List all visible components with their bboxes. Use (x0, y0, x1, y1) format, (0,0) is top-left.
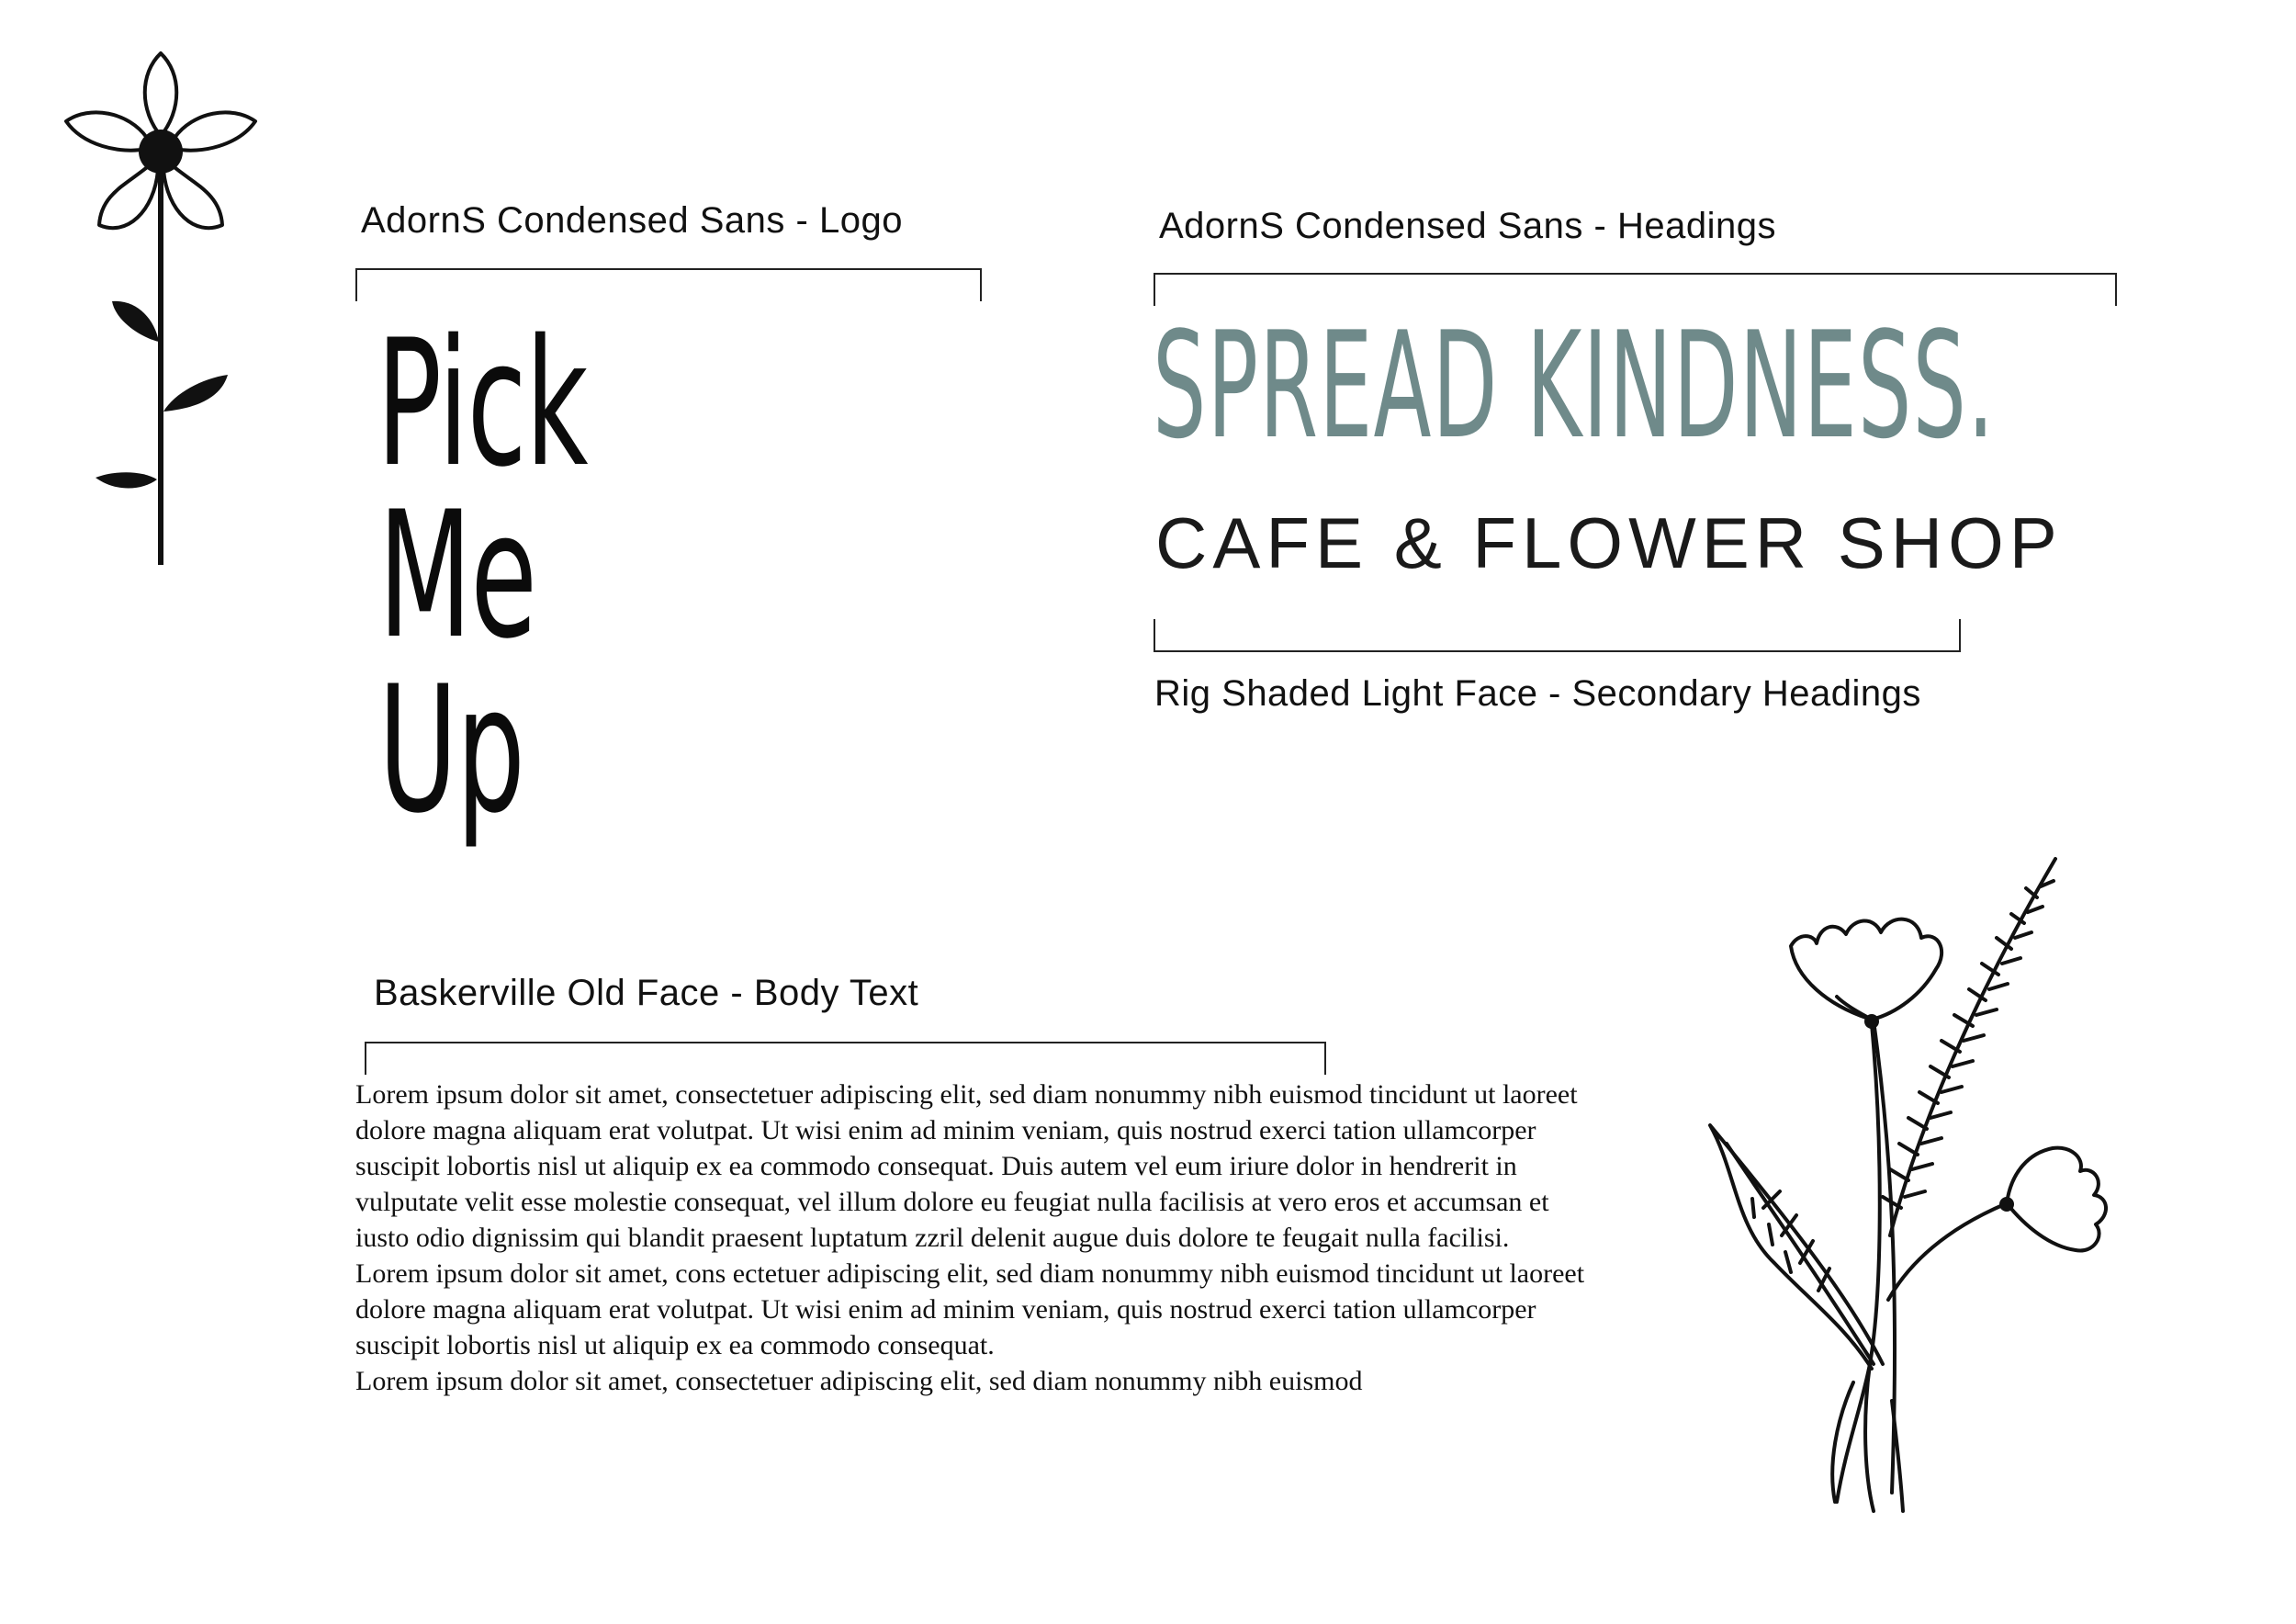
body-paragraph-1: Lorem ipsum dolor sit amet, consectetuer adipiscing elit, sed diam nonummy nibh euismod tincidunt ut laoreet dolore magna aliquam erat volutpat. Ut wisi enim ad minim veniam, quis nostrud exerci tation ullamcorper suscipit lobortis nisl ut aliquip ex ea commodo consequat. Duis autem vel eum iriure dolor in hendrerit in vulputate velit esse molestie consequat, vel illum dolore eu feugiat nulla facilisis at vero eros et accumsan et iusto odio dignissim qui blandit praesent luptatum zzril delenit augue duis dolore te feugait nulla facilisi. (355, 1079, 1578, 1253)
body-paragraph-3: Lorem ipsum dolor sit amet, consectetuer adipiscing elit, sed diam nonummy nibh euismod (355, 1366, 1363, 1396)
headings-font-label: AdornS Condensed Sans - Headings (1159, 206, 1776, 246)
body-bracket (365, 1042, 1326, 1075)
daisy-flower-icon (55, 46, 276, 579)
logo-word-up: Up (378, 648, 524, 851)
logo-line-2 (378, 474, 536, 677)
logo-word-me: Me (378, 474, 536, 677)
wildflower-bouquet-icon (1708, 850, 2122, 1520)
body-text (355, 1077, 1604, 1399)
heading-main: SPREAD KINDNESS. (1153, 299, 1996, 471)
logo-bracket (355, 268, 982, 301)
heading-sub: CAFE & FLOWER SHOP (1155, 502, 2063, 583)
body-font-label: Baskerville Old Face - Body Text (374, 973, 919, 1013)
logo-font-label: AdornS Condensed Sans - Logo (361, 200, 903, 241)
logo-line-3 (378, 648, 524, 851)
secondary-font-label: Rig Shaded Light Face - Secondary Headings (1154, 673, 1921, 714)
body-paragraph-2: Lorem ipsum dolor sit amet, cons ectetuer adipiscing elit, sed diam nonummy nibh euismod tincidunt ut laoreet dolore magna aliquam erat volutpat. Ut wisi enim ad minim veniam, quis nostrud exerci tation ullamcorper suscipit lobortis nisl ut aliquip ex ea commodo consequat. (355, 1258, 1585, 1360)
secondary-bracket (1154, 619, 1961, 652)
logo-line-1 (377, 302, 588, 505)
logo-word-pick: Pick (377, 302, 588, 505)
